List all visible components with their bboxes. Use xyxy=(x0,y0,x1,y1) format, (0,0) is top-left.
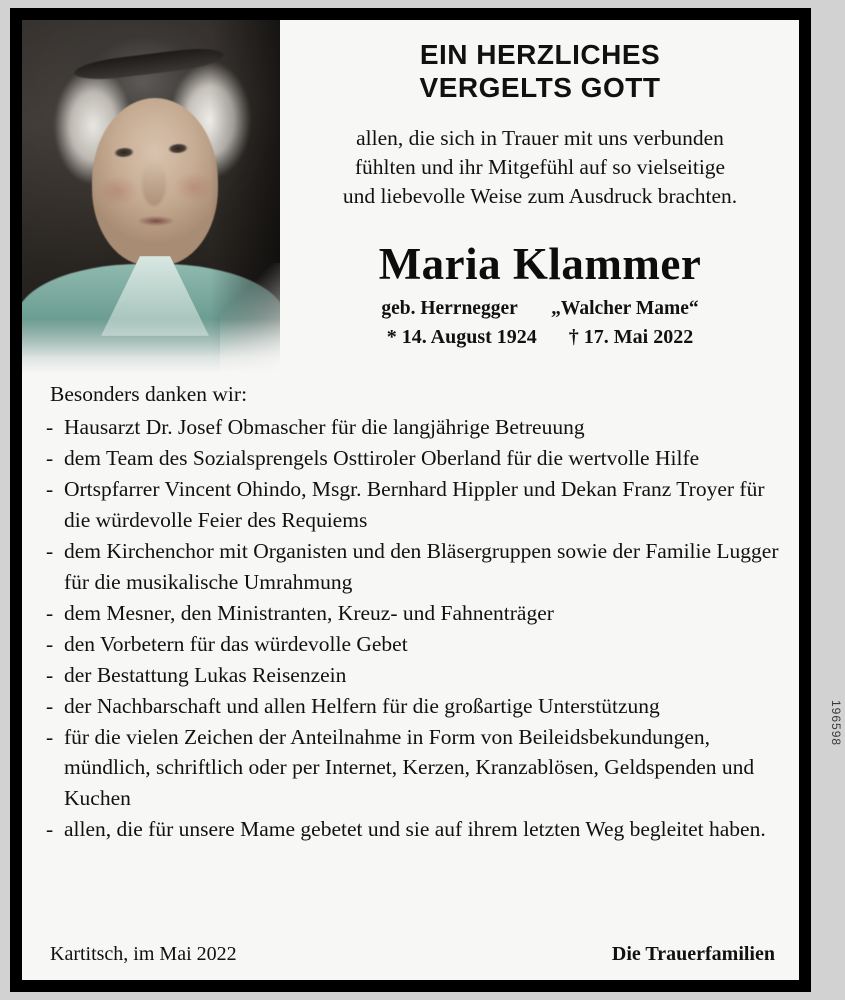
list-item-text: der Bestattung Lukas Reisenzein xyxy=(64,662,347,687)
reference-code: 196598 xyxy=(829,700,843,747)
dash-bullet: - xyxy=(46,415,54,439)
list-item xyxy=(46,629,788,660)
thanks-list xyxy=(46,412,788,845)
nickname: „Walcher Mame“ xyxy=(551,298,699,319)
mouth xyxy=(134,216,178,226)
dash-bullet: - xyxy=(46,724,54,749)
deceased-name: Maria Klammer xyxy=(378,239,702,289)
list-item-text: dem Mesner, den Ministranten, Kreuz- und Fahnenträger xyxy=(64,600,554,625)
list-item xyxy=(46,474,788,536)
cheek-right xyxy=(174,172,214,202)
list-item xyxy=(46,412,788,443)
photo-fade-corner xyxy=(220,263,280,373)
obituary-card xyxy=(22,20,799,980)
portrait-photo xyxy=(22,20,280,373)
dash-bullet: - xyxy=(46,693,54,718)
list-item xyxy=(46,660,788,691)
notice-heading xyxy=(290,38,790,104)
list-item xyxy=(46,536,788,598)
list-item-text: der Nachbarschaft und allen Helfern für die großartige Unterstützung xyxy=(64,693,660,718)
list-item xyxy=(46,691,788,722)
dash-bullet: - xyxy=(46,476,54,501)
life-dates xyxy=(284,326,796,349)
intro-line-3: und liebevolle Weise zum Ausdruck brachten. xyxy=(342,183,738,208)
dash-bullet: - xyxy=(46,631,54,656)
list-item-text: für die vielen Zeichen der Anteilnahme in Form von Beileidsbekundungen, mündlich, schriftlich oder per Internet, Kerzen, Kranzablösen, Geldspenden und Kuchen xyxy=(64,724,755,811)
black-border-frame xyxy=(10,8,811,992)
birth-date: * 14. August 1924 xyxy=(386,326,537,348)
list-item-text: Hausarzt Dr. Josef Obmascher für die langjährige Betreuung xyxy=(64,415,585,439)
dash-bullet: - xyxy=(46,662,54,687)
cheek-left xyxy=(98,176,138,206)
list-item-text: allen, die für unsere Mame gebetet und sie auf ihrem letzten Weg begleitet haben. xyxy=(64,817,766,842)
list-item xyxy=(46,814,788,845)
intro-line-1: allen, die sich in Trauer mit uns verbunden xyxy=(356,126,724,150)
list-item xyxy=(46,443,788,474)
intro-paragraph xyxy=(284,124,796,210)
signature: Die Trauerfamilien xyxy=(611,943,775,965)
thanks-lead: Besonders danken wir: xyxy=(50,382,248,406)
list-item-text: den Vorbetern für das würdevolle Gebet xyxy=(64,631,408,656)
maiden-name: geb. Herrnegger xyxy=(381,298,518,319)
death-date: † 17. Mai 2022 xyxy=(568,326,694,348)
dash-bullet: - xyxy=(46,445,54,470)
list-item-text: dem Kirchenchor mit Organisten und den Bläsergruppen sowie der Familie Lugger für die musikalische Umrahmung xyxy=(64,538,779,594)
nose xyxy=(142,162,166,206)
intro-line-2: fühlten und ihr Mitgefühl auf so vielseitige xyxy=(354,154,726,179)
list-item-text: dem Team des Sozialsprengels Osttiroler Oberland für die wertvolle Hilfe xyxy=(64,445,700,470)
heading-line-2: VERGELTS GOTT xyxy=(419,72,661,104)
place-and-date: Kartitsch, im Mai 2022 xyxy=(50,943,237,965)
maiden-and-nickname xyxy=(284,298,796,320)
dash-bullet: - xyxy=(46,600,54,625)
dash-bullet: - xyxy=(46,817,54,842)
list-item xyxy=(46,722,788,815)
list-item xyxy=(46,598,788,629)
dash-bullet: - xyxy=(46,538,54,563)
list-item-text: Ortspfarrer Vincent Ohindo, Msgr. Bernhard Hippler und Dekan Franz Troyer für die würdevolle Feier des Requiems xyxy=(64,476,765,532)
heading-line-1: EIN HERZLICHES xyxy=(419,39,661,70)
